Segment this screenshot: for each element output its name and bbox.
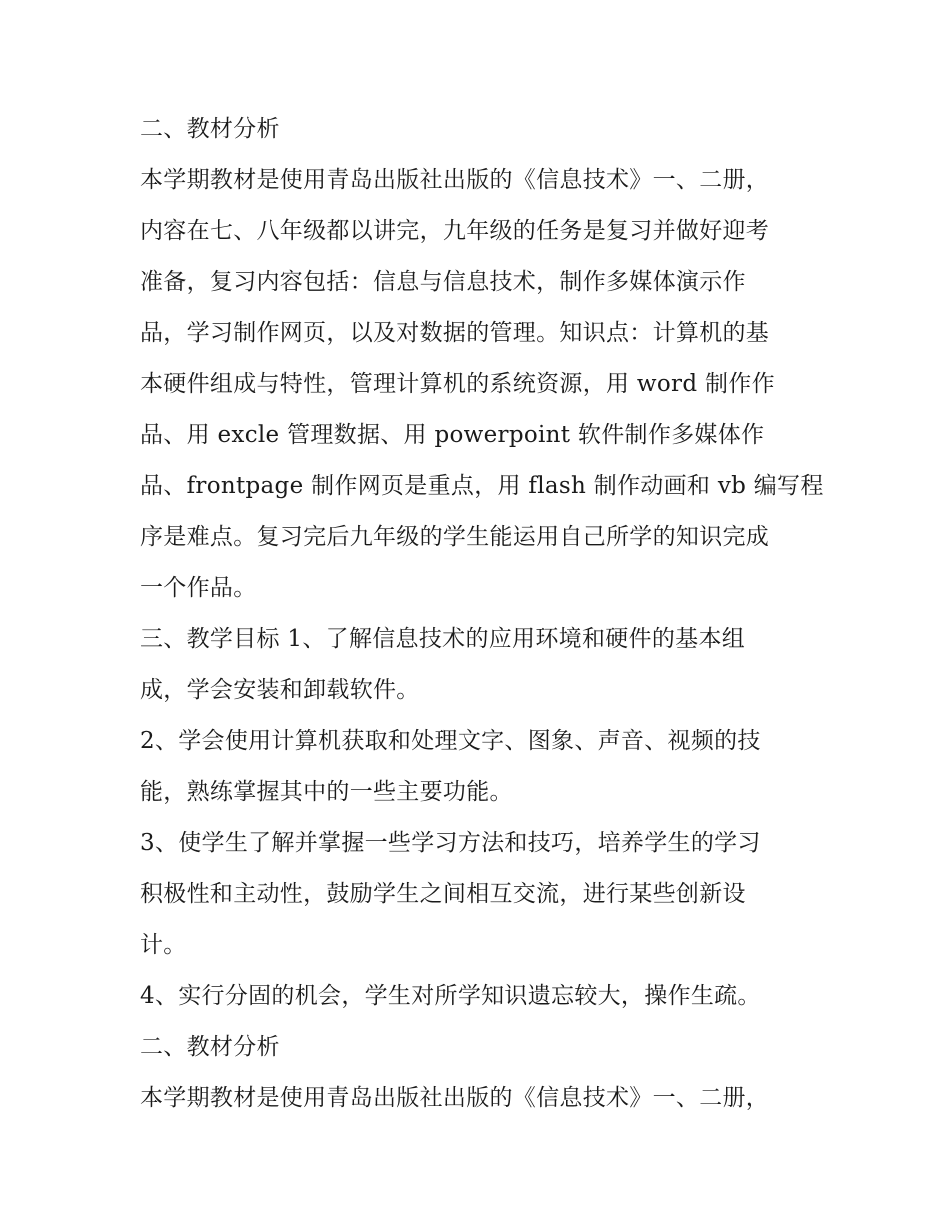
paragraph-line: 本学期教材是使用青岛出版社出版的《信息技术》一、二册，: [140, 167, 770, 193]
paragraph-line: 本学期教材是使用青岛出版社出版的《信息技术》一、二册，: [140, 1085, 770, 1111]
list-item-line: 3、使学生了解并掌握一些学习方法和技巧，培养学生的学习: [140, 830, 761, 856]
section-heading: 二、教材分析: [140, 1034, 280, 1060]
paragraph-line: 内容在七、八年级都以讲完，九年级的任务是复习并做好迎考: [140, 218, 770, 244]
document-body: [140, 104, 824, 1124]
paragraph-line: 序是难点。复习完后九年级的学生能运用自己所学的知识完成: [140, 524, 770, 550]
list-item-line: 计。: [140, 932, 187, 958]
list-item-line: 能，熟练掌握其中的一些主要功能。: [140, 779, 513, 805]
list-item-line: 积极性和主动性，鼓励学生之间相互交流，进行某些创新设: [140, 881, 746, 907]
paragraph-line: 准备，复习内容包括：信息与信息技术，制作多媒体演示作: [140, 269, 746, 295]
paragraph-line: 本硬件组成与特性，管理计算机的系统资源，用 word 制作作: [140, 371, 775, 397]
list-item-line: 4、实行分固的机会，学生对所学知识遗忘较大，操作生疏。: [140, 983, 761, 1009]
paragraph-line: 品、用 excle 管理数据、用 powerpoint 软件制作多媒体作: [140, 422, 765, 448]
list-item-line: 2、学会使用计算机获取和处理文字、图象、声音、视频的技: [140, 728, 761, 754]
section-heading: 二、教材分析: [140, 116, 280, 142]
paragraph-line: 一个作品。: [140, 575, 257, 601]
section-heading: 三、教学目标 1、了解信息技术的应用环境和硬件的基本组: [140, 626, 746, 652]
paragraph-line: 品、frontpage 制作网页是重点，用 flash 制作动画和 vb 编写程: [140, 473, 824, 499]
paragraph-line: 品，学习制作网页，以及对数据的管理。知识点：计算机的基: [140, 320, 770, 346]
paragraph-line: 成，学会安装和卸载软件。: [140, 677, 420, 703]
